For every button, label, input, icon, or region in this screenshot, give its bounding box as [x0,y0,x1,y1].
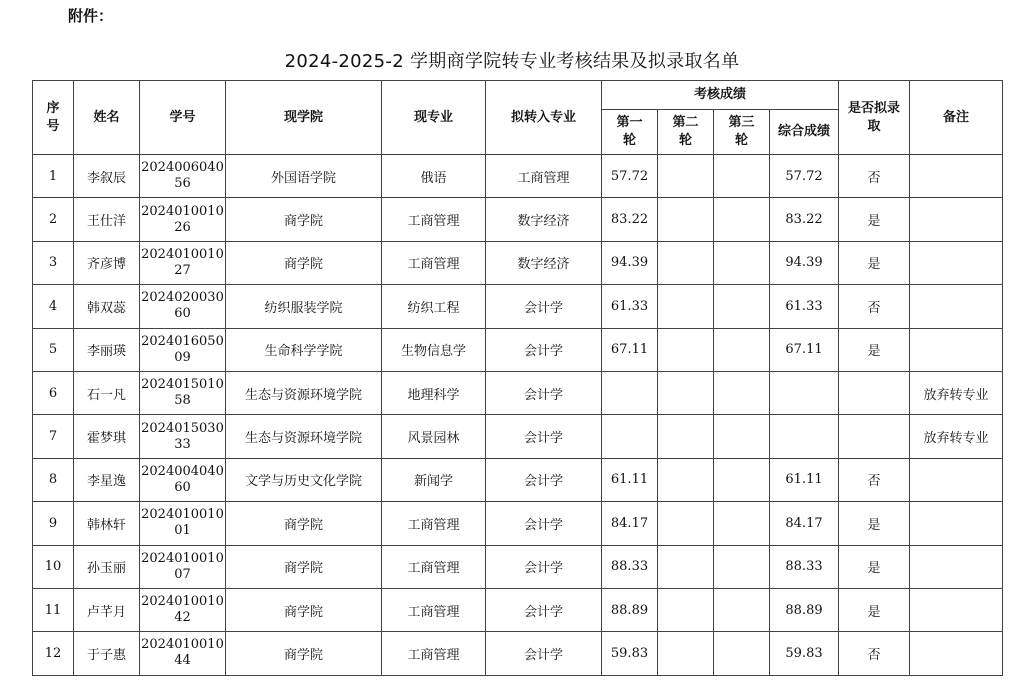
header-total: 综合成绩 [770,110,839,155]
cell-student-id: 202401001007 [140,545,226,588]
cell-student-id: 202401001001 [140,502,226,545]
cell-target-major: 工商管理 [486,155,602,198]
cell-admitted: 否 [839,632,910,675]
cell-round3 [714,458,770,501]
header-current-major: 现专业 [382,81,486,155]
results-table [32,80,1003,676]
table-row [33,458,1003,501]
cell-round3 [714,198,770,241]
cell-remark [910,285,1003,328]
cell-round2 [658,241,714,284]
cell-student-id: 202402003060 [140,285,226,328]
cell-major: 地理科学 [382,371,486,414]
cell-college: 生命科学学院 [226,328,382,371]
cell-round3 [714,502,770,545]
cell-admitted: 否 [839,285,910,328]
cell-round2 [658,458,714,501]
cell-round1 [602,415,658,458]
cell-student-id: 202401001044 [140,632,226,675]
cell-remark [910,588,1003,631]
cell-total: 83.22 [770,198,839,241]
cell-seq: 2 [33,198,74,241]
cell-name: 卢芊月 [74,588,140,631]
cell-name: 韩双蕊 [74,285,140,328]
cell-round1: 88.33 [602,545,658,588]
cell-college: 商学院 [226,502,382,545]
cell-round2 [658,371,714,414]
cell-name: 齐彦博 [74,241,140,284]
header-row-1 [33,81,1003,110]
cell-remark [910,241,1003,284]
cell-student-id: 202401501058 [140,371,226,414]
cell-total: 88.89 [770,588,839,631]
cell-round1: 67.11 [602,328,658,371]
cell-admitted: 否 [839,155,910,198]
cell-seq: 6 [33,371,74,414]
cell-major: 工商管理 [382,545,486,588]
cell-round3 [714,371,770,414]
header-round2: 第二轮 [658,110,714,155]
cell-round1: 83.22 [602,198,658,241]
document-title: 2024-2025-2 学期商学院转专业考核结果及拟录取名单 [284,51,740,72]
cell-round2 [658,285,714,328]
cell-name: 李星逸 [74,458,140,501]
table-row [33,155,1003,198]
cell-round1 [602,371,658,414]
cell-name: 李丽瑛 [74,328,140,371]
cell-major: 纺织工程 [382,285,486,328]
cell-remark: 放弃转专业 [910,415,1003,458]
header-target-major: 拟转入专业 [486,81,602,155]
header-round3: 第三轮 [714,110,770,155]
attachment-label: 附件： [68,7,114,25]
cell-total: 88.33 [770,545,839,588]
cell-college: 商学院 [226,588,382,631]
table-row [33,502,1003,545]
cell-seq: 5 [33,328,74,371]
cell-college: 文学与历史文化学院 [226,458,382,501]
cell-major: 工商管理 [382,588,486,631]
cell-name: 李叙辰 [74,155,140,198]
cell-target-major: 会计学 [486,502,602,545]
cell-remark [910,545,1003,588]
cell-total: 61.33 [770,285,839,328]
cell-round2 [658,632,714,675]
cell-round2 [658,502,714,545]
header-seq: 序号 [33,81,74,155]
cell-seq: 12 [33,632,74,675]
header-remarks: 备注 [910,81,1003,155]
cell-target-major: 数字经济 [486,241,602,284]
cell-college: 商学院 [226,545,382,588]
table-row [33,415,1003,458]
cell-college: 商学院 [226,198,382,241]
cell-seq: 10 [33,545,74,588]
cell-seq: 8 [33,458,74,501]
cell-target-major: 会计学 [486,458,602,501]
cell-round2 [658,198,714,241]
cell-admitted [839,371,910,414]
cell-admitted: 是 [839,545,910,588]
cell-round2 [658,155,714,198]
cell-round3 [714,155,770,198]
cell-name: 孙玉丽 [74,545,140,588]
cell-total: 59.83 [770,632,839,675]
cell-remark [910,458,1003,501]
cell-college: 纺织服装学院 [226,285,382,328]
cell-major: 工商管理 [382,241,486,284]
cell-round1: 57.72 [602,155,658,198]
cell-round1: 61.33 [602,285,658,328]
cell-admitted [839,415,910,458]
cell-total [770,415,839,458]
cell-round2 [658,545,714,588]
cell-total: 61.11 [770,458,839,501]
cell-seq: 11 [33,588,74,631]
header-exam-scores: 考核成绩 [602,81,839,110]
table-row [33,198,1003,241]
cell-total [770,371,839,414]
cell-remark [910,632,1003,675]
cell-target-major: 会计学 [486,415,602,458]
table-row [33,588,1003,631]
table-row [33,285,1003,328]
header-admitted: 是否拟录取 [839,81,910,155]
cell-round1: 84.17 [602,502,658,545]
cell-major: 工商管理 [382,502,486,545]
cell-seq: 1 [33,155,74,198]
header-student-id: 学号 [140,81,226,155]
cell-round3 [714,415,770,458]
cell-admitted: 是 [839,328,910,371]
cell-round3 [714,588,770,631]
cell-name: 于子惠 [74,632,140,675]
cell-admitted: 是 [839,241,910,284]
cell-total: 57.72 [770,155,839,198]
cell-admitted: 是 [839,198,910,241]
cell-round2 [658,415,714,458]
cell-target-major: 会计学 [486,285,602,328]
cell-seq: 9 [33,502,74,545]
cell-student-id: 202400604056 [140,155,226,198]
cell-total: 94.39 [770,241,839,284]
cell-target-major: 会计学 [486,371,602,414]
cell-major: 俄语 [382,155,486,198]
cell-college: 外国语学院 [226,155,382,198]
cell-admitted: 否 [839,458,910,501]
cell-round1: 61.11 [602,458,658,501]
cell-seq: 7 [33,415,74,458]
cell-college: 商学院 [226,241,382,284]
cell-remark: 放弃转专业 [910,371,1003,414]
cell-name: 石一凡 [74,371,140,414]
cell-remark [910,155,1003,198]
table-row [33,545,1003,588]
cell-target-major: 会计学 [486,545,602,588]
table-row [33,371,1003,414]
cell-round2 [658,328,714,371]
cell-name: 霍梦琪 [74,415,140,458]
cell-name: 王仕洋 [74,198,140,241]
cell-round3 [714,285,770,328]
cell-major: 生物信息学 [382,328,486,371]
cell-round1: 59.83 [602,632,658,675]
table-row [33,241,1003,284]
cell-target-major: 会计学 [486,588,602,631]
cell-admitted: 是 [839,588,910,631]
cell-round1: 88.89 [602,588,658,631]
cell-major: 新闻学 [382,458,486,501]
cell-round3 [714,545,770,588]
cell-student-id: 202401001026 [140,198,226,241]
cell-student-id: 202401605009 [140,328,226,371]
cell-round3 [714,241,770,284]
cell-student-id: 202400404060 [140,458,226,501]
cell-remark [910,198,1003,241]
cell-round3 [714,632,770,675]
cell-remark [910,328,1003,371]
cell-college: 生态与资源环境学院 [226,371,382,414]
cell-round1: 94.39 [602,241,658,284]
cell-admitted: 是 [839,502,910,545]
cell-round3 [714,328,770,371]
cell-remark [910,502,1003,545]
cell-major: 工商管理 [382,198,486,241]
header-current-college: 现学院 [226,81,382,155]
header-round1: 第一轮 [602,110,658,155]
cell-total: 84.17 [770,502,839,545]
cell-name: 韩林轩 [74,502,140,545]
header-name: 姓名 [74,81,140,155]
cell-college: 商学院 [226,632,382,675]
cell-student-id: 202401001042 [140,588,226,631]
cell-student-id: 202401001027 [140,241,226,284]
table-row [33,632,1003,675]
table-row [33,328,1003,371]
cell-seq: 3 [33,241,74,284]
cell-round2 [658,588,714,631]
cell-seq: 4 [33,285,74,328]
cell-total: 67.11 [770,328,839,371]
cell-target-major: 会计学 [486,328,602,371]
cell-target-major: 会计学 [486,632,602,675]
cell-major: 风景园林 [382,415,486,458]
cell-student-id: 202401503033 [140,415,226,458]
cell-college: 生态与资源环境学院 [226,415,382,458]
cell-major: 工商管理 [382,632,486,675]
cell-target-major: 数字经济 [486,198,602,241]
